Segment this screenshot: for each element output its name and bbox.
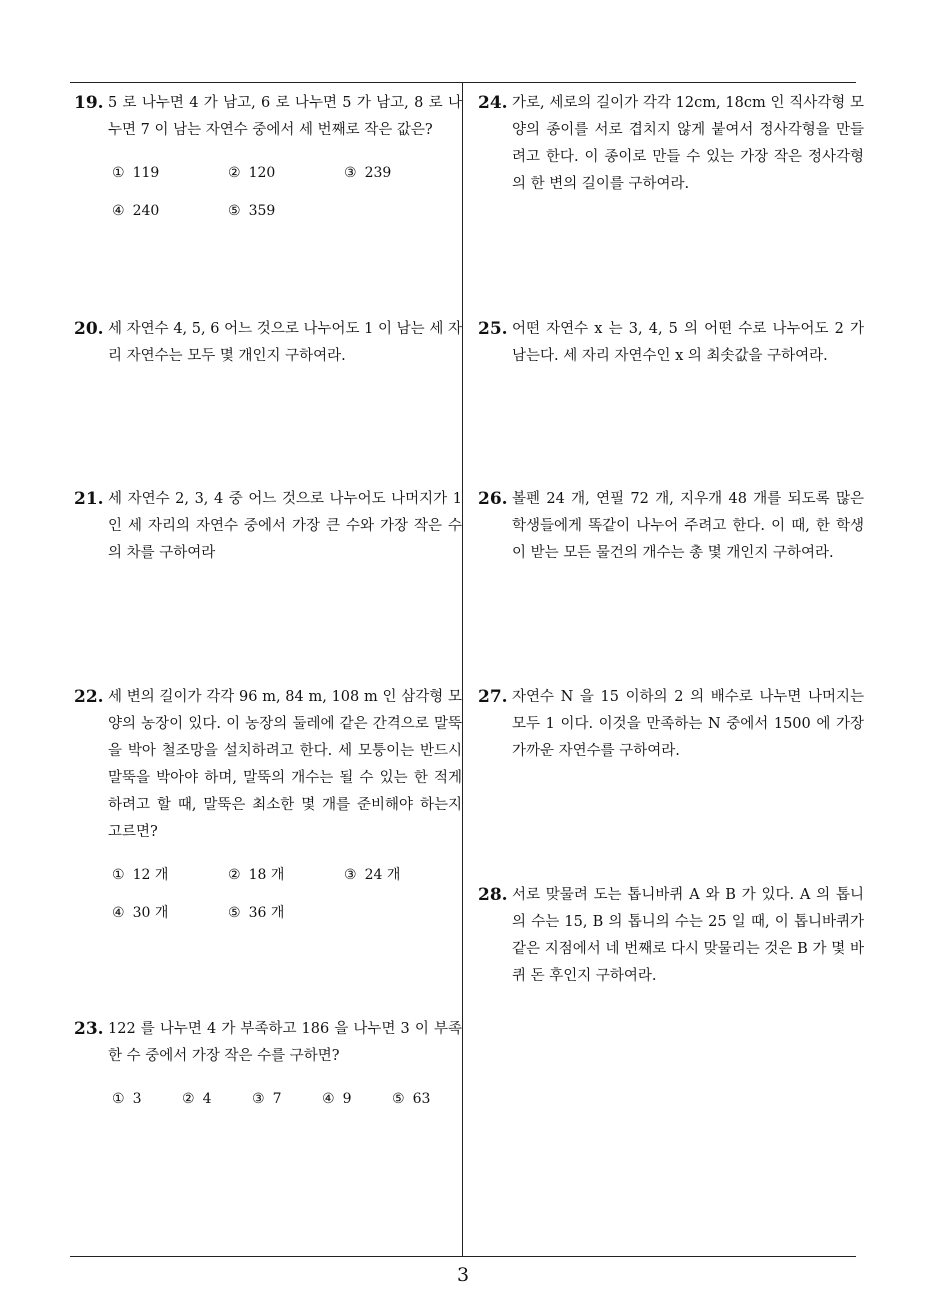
answer-choices	[112, 1080, 462, 1118]
column-divider	[462, 82, 463, 1256]
question-number: 21.	[74, 489, 104, 509]
choice-mark: ⑤	[228, 904, 241, 921]
choice-row	[112, 856, 462, 894]
choice-mark: ③	[344, 164, 357, 181]
question-22	[74, 684, 462, 932]
choice-3[interactable]	[252, 1086, 322, 1113]
question-number: 27.	[478, 687, 508, 707]
answer-choices	[112, 856, 462, 932]
question-text: 세 변의 길이가 각각 96 m, 84 m, 108 m 인 삼각형 모양의 농장이 있다. 이 농장의 둘레에 같은 간격으로 말뚝을 박아 철조망을 설치하려고 한다. 세 모퉁이는 반드시 말뚝을 박아야 하며, 말뚝의 개수는 될 수 있는 한 적게 하려고 할 때, 말뚝은 최소한 몇 개를 준비해야 하는지 고르면?	[108, 689, 462, 840]
choice-value: 119	[132, 164, 160, 181]
question-21	[74, 486, 462, 567]
question-28	[478, 882, 864, 990]
top-rule	[70, 82, 856, 83]
choice-value: 240	[132, 202, 160, 219]
question-text: 세 자연수 4, 5, 6 어느 것으로 나누어도 1 이 남는 세 자리 자연수는 모두 몇 개인지 구하여라.	[108, 321, 462, 364]
choice-mark: ①	[112, 866, 125, 883]
choice-2[interactable]	[228, 862, 344, 889]
choice-5[interactable]	[228, 900, 344, 927]
choice-mark: ④	[112, 202, 125, 219]
choice-1[interactable]	[112, 862, 228, 889]
question-text: 5 로 나누면 4 가 남고, 6 로 나누면 5 가 남고, 8 로 나누면 7 이 남는 자연수 중에서 세 번째로 작은 값은?	[108, 95, 462, 138]
page-number: 3	[456, 1264, 470, 1286]
choice-mark: ①	[112, 1090, 125, 1107]
question-number: 28.	[478, 885, 508, 905]
choice-value: 9	[342, 1090, 352, 1107]
choice-row	[112, 1080, 462, 1118]
question-number: 24.	[478, 93, 508, 113]
choice-1[interactable]	[112, 160, 228, 187]
choice-value: 7	[272, 1090, 282, 1107]
choice-value: 239	[364, 164, 392, 181]
question-text: 자연수 N 을 15 이하의 2 의 배수로 나누면 나머지는 모두 1 이다. 이것을 만족하는 N 중에서 1500 에 가장 가까운 자연수를 구하여라.	[512, 689, 864, 759]
choice-value: 18 개	[248, 866, 285, 883]
question-number: 23.	[74, 1019, 104, 1039]
choice-value: 63	[412, 1090, 431, 1107]
choice-mark: ②	[182, 1090, 195, 1107]
question-24	[478, 90, 864, 198]
question-number: 25.	[478, 319, 508, 339]
question-26	[478, 486, 864, 567]
choice-mark: ③	[252, 1090, 265, 1107]
choice-value: 12 개	[132, 866, 169, 883]
question-number: 26.	[478, 489, 508, 509]
question-number: 19.	[74, 93, 104, 113]
choice-4[interactable]	[112, 198, 228, 225]
question-number: 22.	[74, 687, 104, 707]
question-text: 어떤 자연수 x 는 3, 4, 5 의 어떤 수로 나누어도 2 가 남는다. 세 자리 자연수인 x 의 최솟값을 구하여라.	[512, 321, 864, 364]
question-text: 볼펜 24 개, 연필 72 개, 지우개 48 개를 되도록 많은 학생들에게 똑같이 나누어 주려고 한다. 이 때, 한 학생이 받는 모든 물건의 개수는 총 몇 개인지 구하여라.	[512, 491, 864, 561]
choice-mark: ①	[112, 164, 125, 181]
choice-mark: ④	[322, 1090, 335, 1107]
choice-3[interactable]	[344, 862, 460, 889]
choice-row	[112, 154, 462, 192]
bottom-rule	[70, 1256, 856, 1257]
question-text: 세 자연수 2, 3, 4 중 어느 것으로 나누어도 나머지가 1 인 세 자리의 자연수 중에서 가장 큰 수와 가장 작은 수의 차를 구하여라	[108, 491, 462, 561]
question-text: 서로 맞물려 도는 톱니바퀴 A 와 B 가 있다. A 의 톱니의 수는 15, B 의 톱니의 수는 25 일 때, 이 톱니바퀴가 같은 지점에서 네 번째로 다시 맞물리는 것은 B 가 몇 바퀴 돈 후인지 구하여라.	[512, 887, 864, 984]
choice-value: 30 개	[132, 904, 169, 921]
question-27	[478, 684, 864, 765]
choice-value: 36 개	[248, 904, 285, 921]
choice-3[interactable]	[344, 160, 460, 187]
choice-mark: ③	[344, 866, 357, 883]
question-text: 122 를 나누면 4 가 부족하고 186 을 나누면 3 이 부족한 수 중에서 가장 작은 수를 구하면?	[108, 1021, 462, 1064]
choice-mark: ②	[228, 866, 241, 883]
choice-mark: ④	[112, 904, 125, 921]
question-20	[74, 316, 462, 370]
choice-2[interactable]	[228, 160, 344, 187]
choice-value: 359	[248, 202, 276, 219]
choice-value: 3	[132, 1090, 142, 1107]
choice-value: 24 개	[364, 866, 401, 883]
question-text: 가로, 세로의 길이가 각각 12cm, 18cm 인 직사각형 모양의 종이를 서로 겹치지 않게 붙여서 정사각형을 만들려고 한다. 이 종이로 만들 수 있는 가장 작은 정사각형의 한 변의 길이를 구하여라.	[512, 95, 864, 192]
choice-row	[112, 894, 462, 932]
question-19	[74, 90, 462, 230]
choice-value: 4	[202, 1090, 212, 1107]
choice-4[interactable]	[322, 1086, 392, 1113]
choice-value: 120	[248, 164, 276, 181]
choice-mark: ⑤	[392, 1090, 405, 1107]
choice-mark: ②	[228, 164, 241, 181]
question-25	[478, 316, 864, 370]
choice-mark: ⑤	[228, 202, 241, 219]
choice-4[interactable]	[112, 900, 228, 927]
choice-1[interactable]	[112, 1086, 182, 1113]
choice-5[interactable]	[392, 1086, 462, 1113]
question-23	[74, 1016, 462, 1118]
answer-choices	[112, 154, 462, 230]
choice-5[interactable]	[228, 198, 344, 225]
choice-row	[112, 192, 462, 230]
question-number: 20.	[74, 319, 104, 339]
choice-2[interactable]	[182, 1086, 252, 1113]
